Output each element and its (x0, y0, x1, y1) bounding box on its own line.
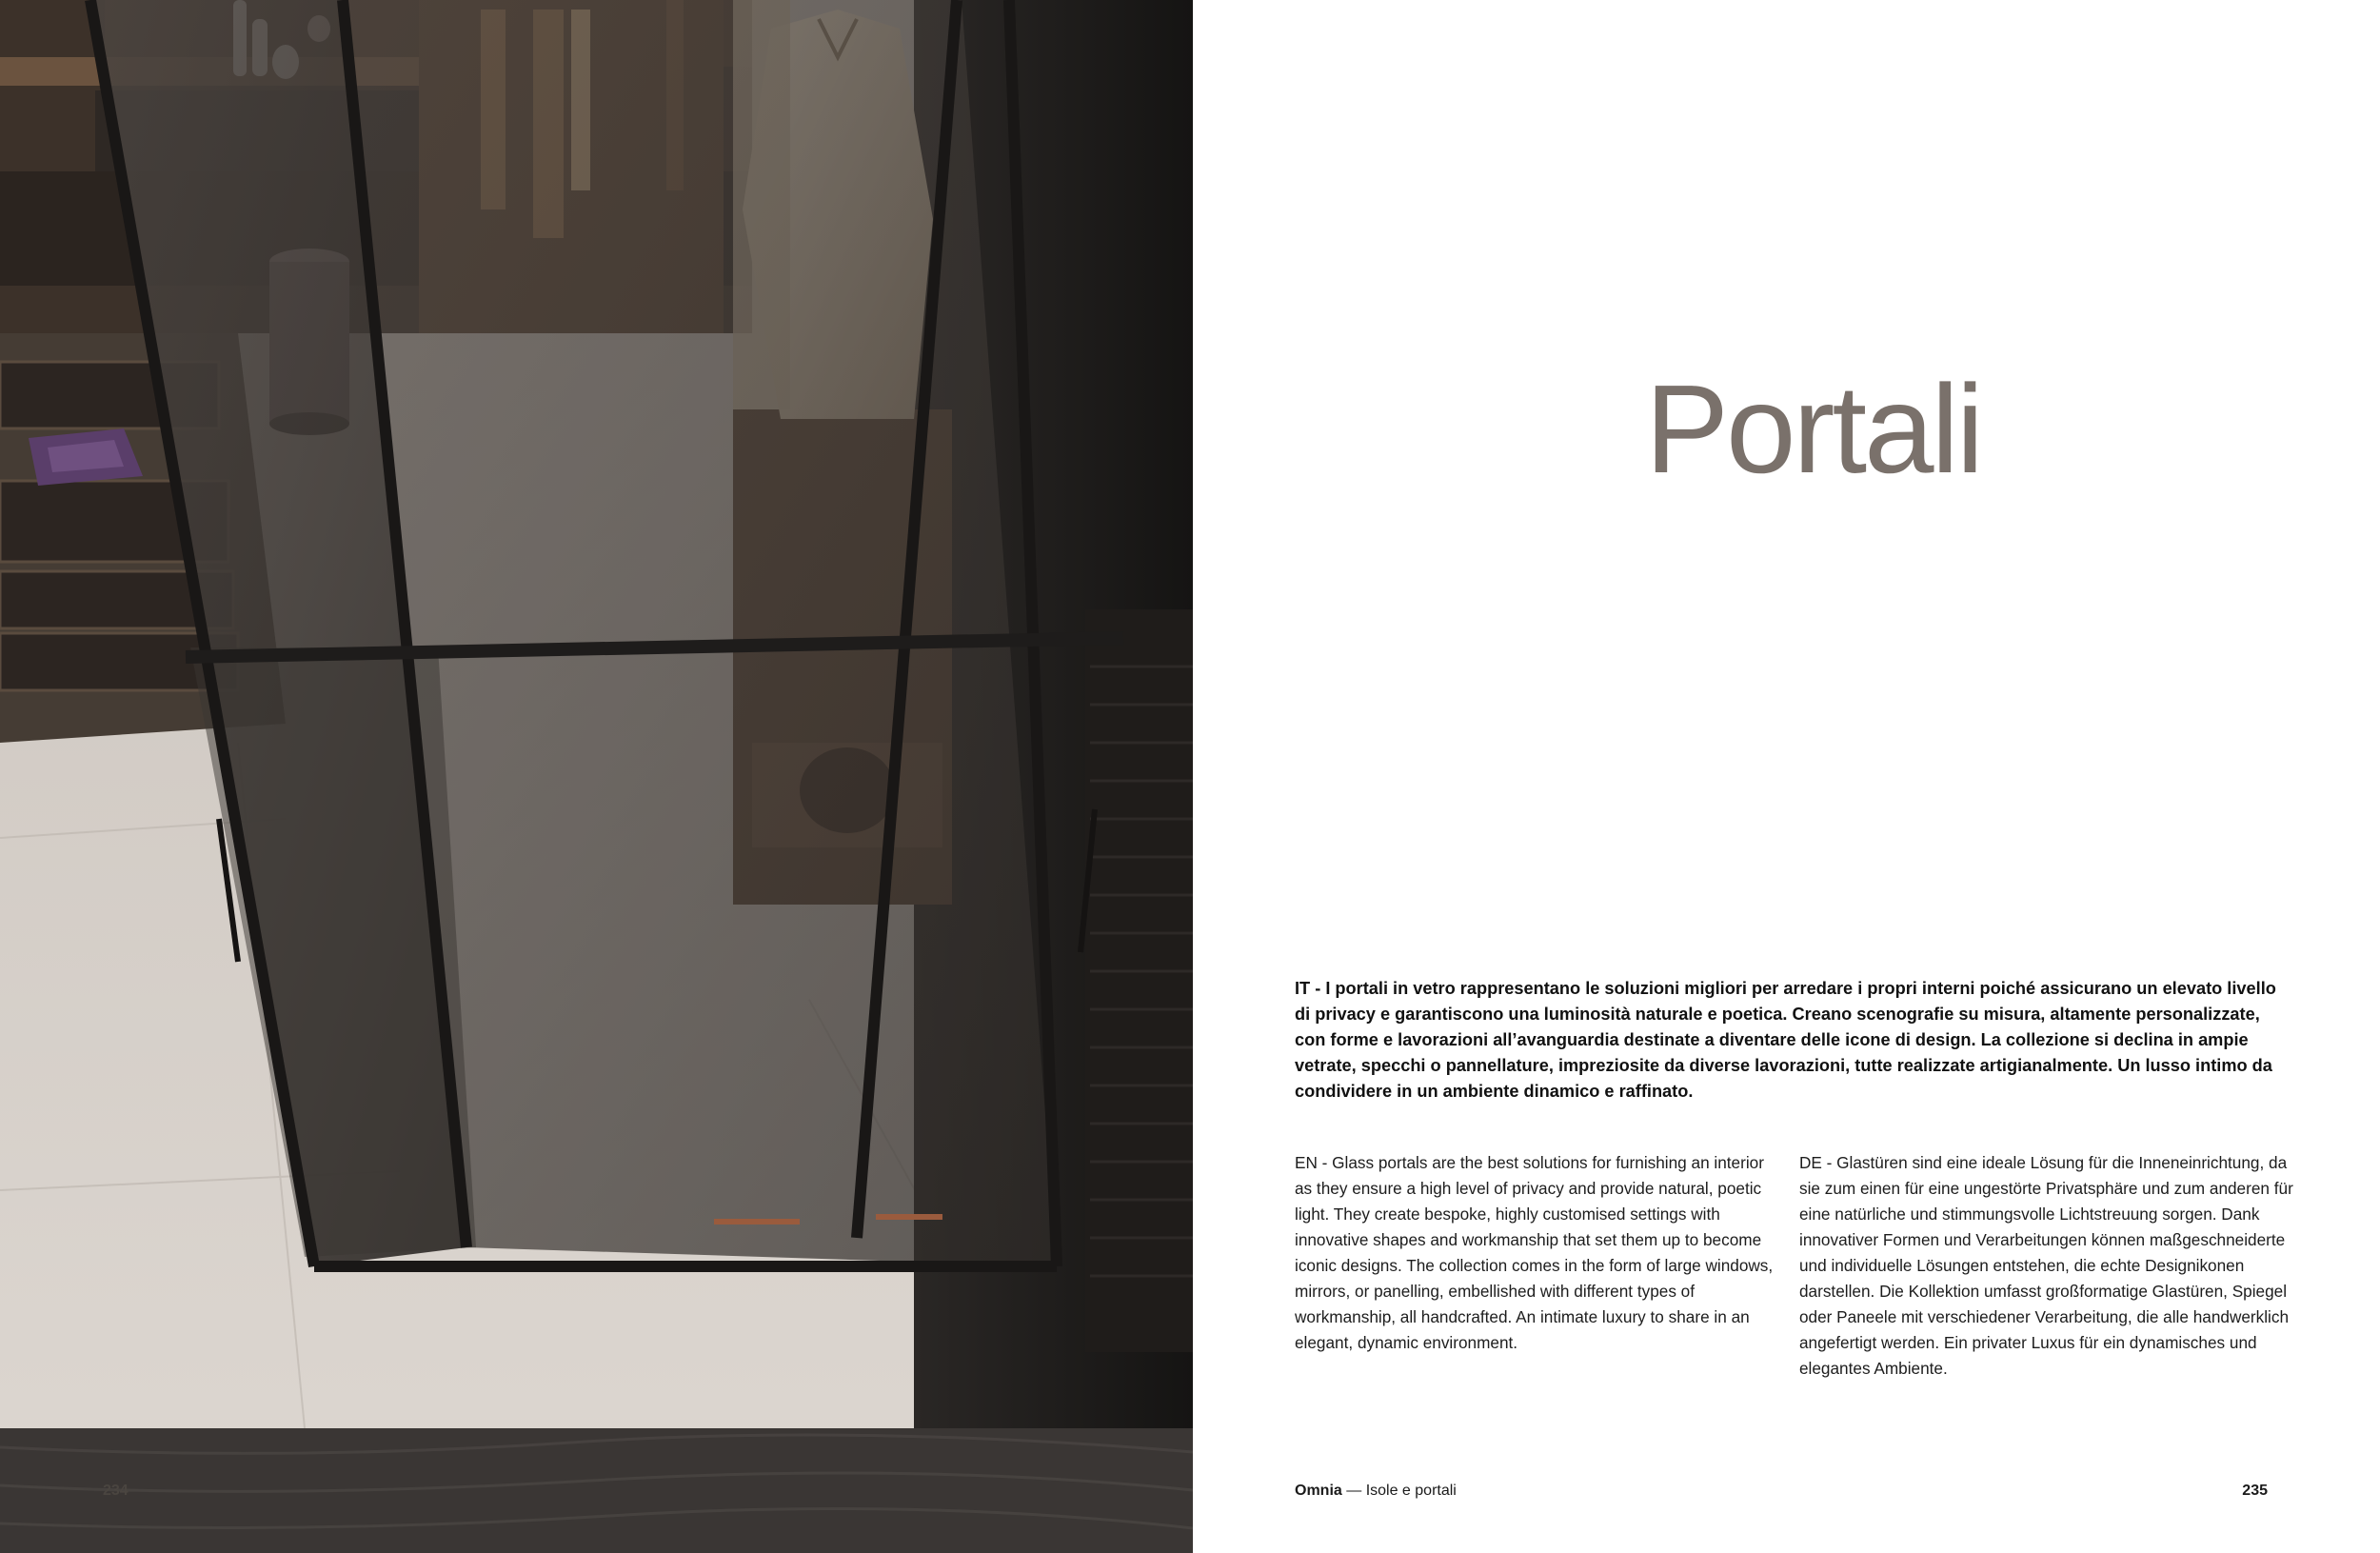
body-text-german: DE - Glastüren sind eine ideale Lösung für die Inneneinrichtung, da sie zum einen für eine ungestörte Privatsphäre und zum anderen für eine natürliche und stimmungsvolle Lichtstreuung sorgen. Dank innovativer Formen und Verarbeitungen können maßgeschneiderte und individuelle Lösungen entstehen, die echte Designikonen darstellen. Die Kollektion umfasst großformatige Glastüren, Spiegel oder Paneele mit verschiedener Verarbeitung, die alle handwerklich angefertigt werden. Ein privater Luxus für ein dynamisches und elegantes Ambiente. (1799, 1153, 2293, 1378)
body-text-english: EN - Glass portals are the best solutions for furnishing an interior as they ensure a high level of privacy and provide natural, poetic light. They create bespoke, highly customised settings with innovative shapes and workmanship that set them up to become iconic designs. The collection comes in the form of large windows, mirrors, or panelling, embellished with different types of workmanship, all handcrafted. An intimate luxury to share in an elegant, dynamic environment. (1295, 1153, 1774, 1352)
section-title: Portali (1645, 359, 1982, 499)
footer-section: — Isole e portali (1341, 1483, 1457, 1499)
intro-text-italian: IT - I portali in vetro rappresentano le soluzioni migliori per arredare i propri interni poiché assicurano un elevato livello di privacy e garantiscono una luminosità naturale e poetica. Creano scenografie su misura, altamente personalizzate, con forme e lavorazioni all’avanguardia destinate a diventare delle icone di design. La collezione si declina in ampie vetrate, specchi o pannellature, impreziosite da diverse lavorazioni, tutte realizzate artigianalmente. Un lusso intimo da condividere in un ambiente dinamico e raffinato. (1295, 979, 2276, 1101)
right-page-number: 235 (2242, 1483, 2268, 1499)
left-page-number: 234 (103, 1483, 129, 1499)
footer-brand: Omnia (1295, 1483, 1342, 1499)
running-footer (1295, 1483, 1457, 1500)
